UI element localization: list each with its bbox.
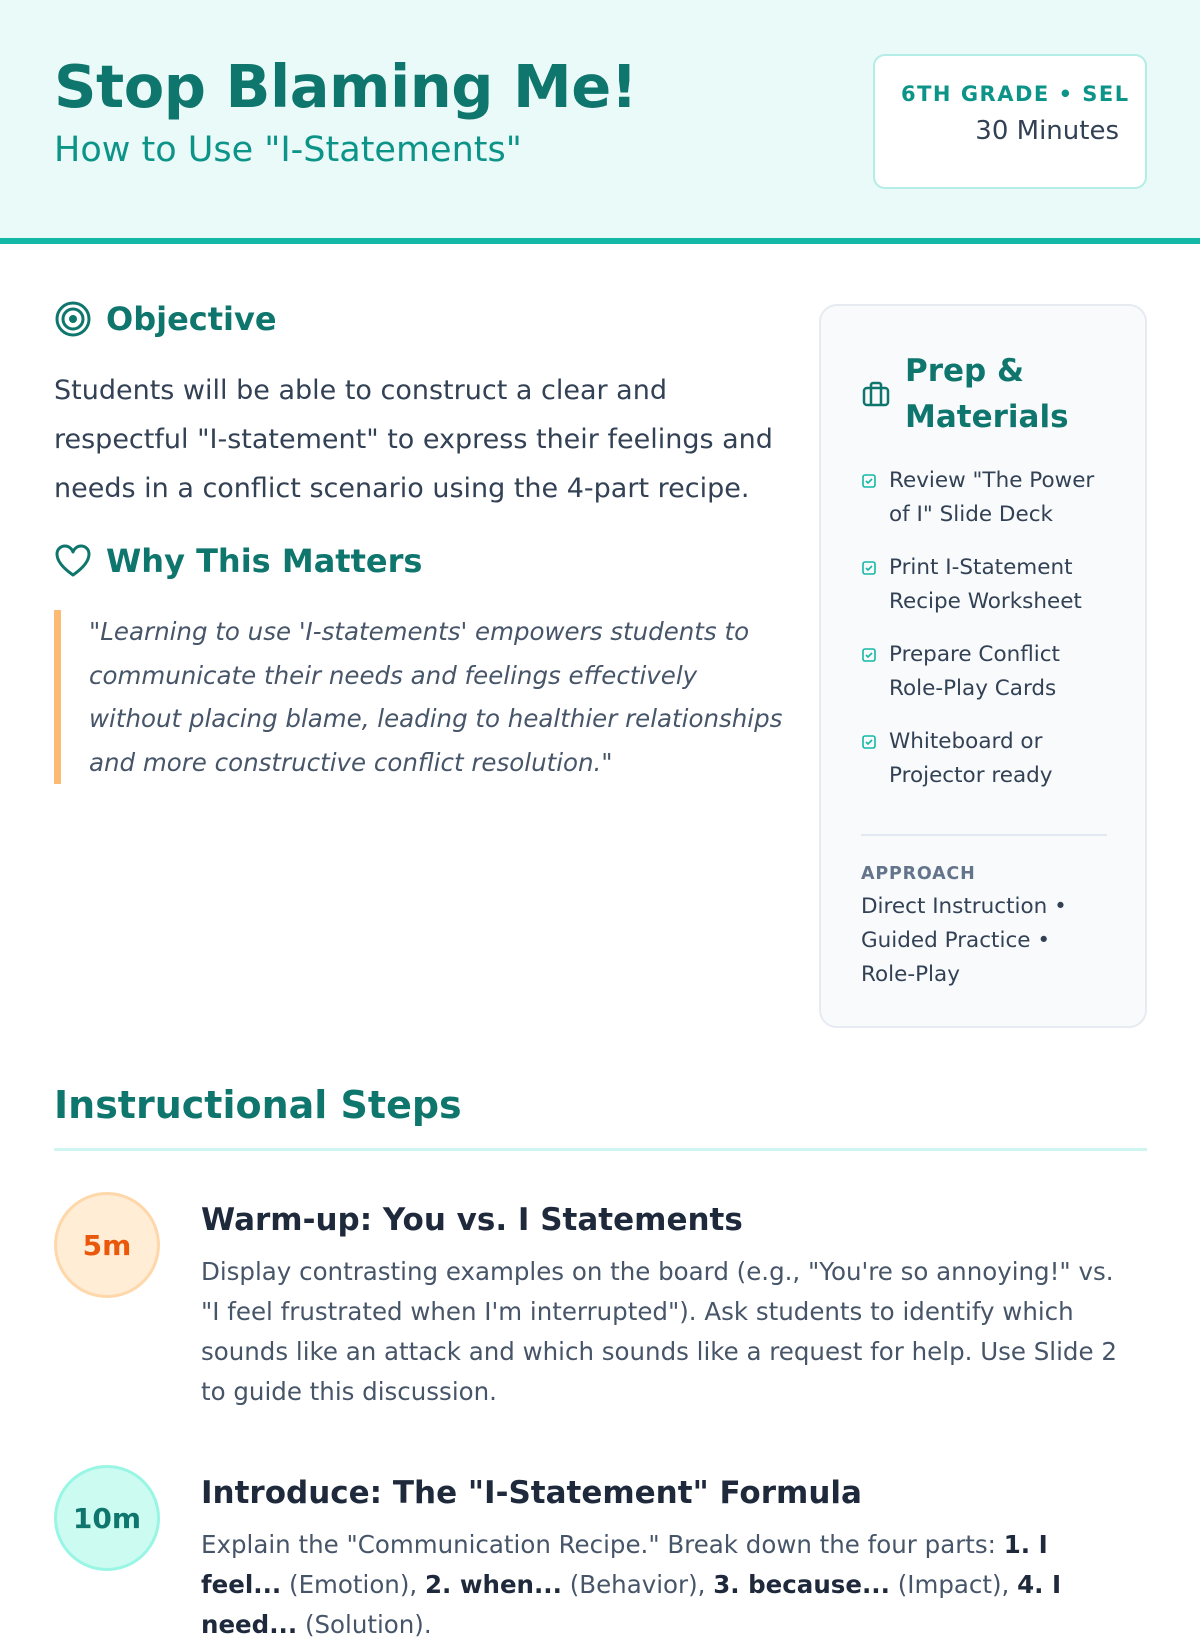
- recipe-meaning: (Emotion),: [289, 1570, 418, 1599]
- material-label: Whiteboard or Projector ready: [889, 729, 1053, 788]
- steps-heading: Instructional Steps: [54, 1083, 462, 1127]
- prep-heading: [861, 348, 1105, 440]
- list-item: [861, 551, 1111, 619]
- materials-list: [861, 464, 1111, 812]
- step-title: Introduce: The "I-Statement" Formula: [201, 1475, 862, 1511]
- page-title: Stop Blaming Me!: [54, 52, 638, 121]
- recipe-term: 1. I feel...: [201, 1530, 1048, 1599]
- step-description: Display contrasting examples on the board (e.g., "You're so annoying!" vs. "I feel frustrated when I'm interrupted"). Ask students to identify which sounds like an attack and which sounds like a request for help. Use Slide 2 to guide this discussion.: [201, 1257, 1117, 1406]
- divider: [54, 1148, 1147, 1151]
- time-badge: 10m: [54, 1465, 160, 1571]
- recipe-meaning: (Impact),: [897, 1570, 1010, 1599]
- checkbox-icon: [861, 473, 877, 489]
- objective-heading-label: Objective: [106, 300, 277, 338]
- recipe-meaning: (Behavior),: [569, 1570, 706, 1599]
- material-label: Prepare Conflict Role-Play Cards: [889, 642, 1060, 701]
- divider: [861, 834, 1107, 836]
- list-item: [861, 464, 1111, 532]
- heart-icon: [54, 543, 92, 579]
- recipe-term: 2. when...: [424, 1570, 562, 1599]
- grade-subject-tag: 6TH GRADE • SEL: [901, 82, 1130, 106]
- lesson-duration: 30 Minutes: [975, 116, 1119, 146]
- checkbox-icon: [861, 734, 877, 750]
- why-quote: "Learning to use 'I-statements' empowers students to communicate their needs and feelings effectively without placing blame, leading to healthier relationships and more constructive conflict resolution.": [54, 610, 784, 784]
- approach-item: Role-Play: [861, 962, 960, 987]
- checkbox-icon: [861, 647, 877, 663]
- approach-item: Direct Instruction •: [861, 894, 1067, 919]
- objective-text: Students will be able to construct a clear and respectful "I-statement" to express their feelings and needs in a conflict scenario using the 4-part recipe.: [54, 375, 773, 504]
- why-heading: [54, 542, 422, 580]
- material-label: Review "The Power of I" Slide Deck: [889, 468, 1095, 527]
- prep-materials-card: [819, 304, 1147, 1028]
- lesson-header: [0, 0, 1200, 244]
- material-label: Print I-Statement Recipe Worksheet: [889, 555, 1082, 614]
- recipe-meaning: (Solution).: [304, 1610, 432, 1639]
- recipe-term: 3. because...: [713, 1570, 890, 1599]
- checkbox-icon: [861, 560, 877, 576]
- objective-heading: [54, 300, 277, 338]
- approach-list: [861, 890, 1081, 992]
- page-subtitle: How to Use "I-Statements": [54, 130, 522, 170]
- prep-heading-label: Prep & Materials: [905, 353, 1069, 435]
- recipe-intro: Explain the "Communication Recipe." Break down the four parts:: [201, 1530, 996, 1559]
- lesson-meta-card: [873, 54, 1147, 189]
- list-item: [861, 638, 1111, 706]
- list-item: [861, 725, 1111, 793]
- approach-item: Guided Practice •: [861, 928, 1051, 953]
- step-title: Warm-up: You vs. I Statements: [201, 1202, 743, 1238]
- why-heading-label: Why This Matters: [106, 542, 423, 580]
- approach-label: APPROACH: [861, 864, 976, 884]
- step-description: [201, 1525, 1121, 1645]
- target-icon: [54, 300, 92, 338]
- briefcase-icon: [861, 380, 891, 408]
- recipe-term: 4. I need...: [201, 1570, 1062, 1639]
- time-badge: 5m: [54, 1192, 160, 1298]
